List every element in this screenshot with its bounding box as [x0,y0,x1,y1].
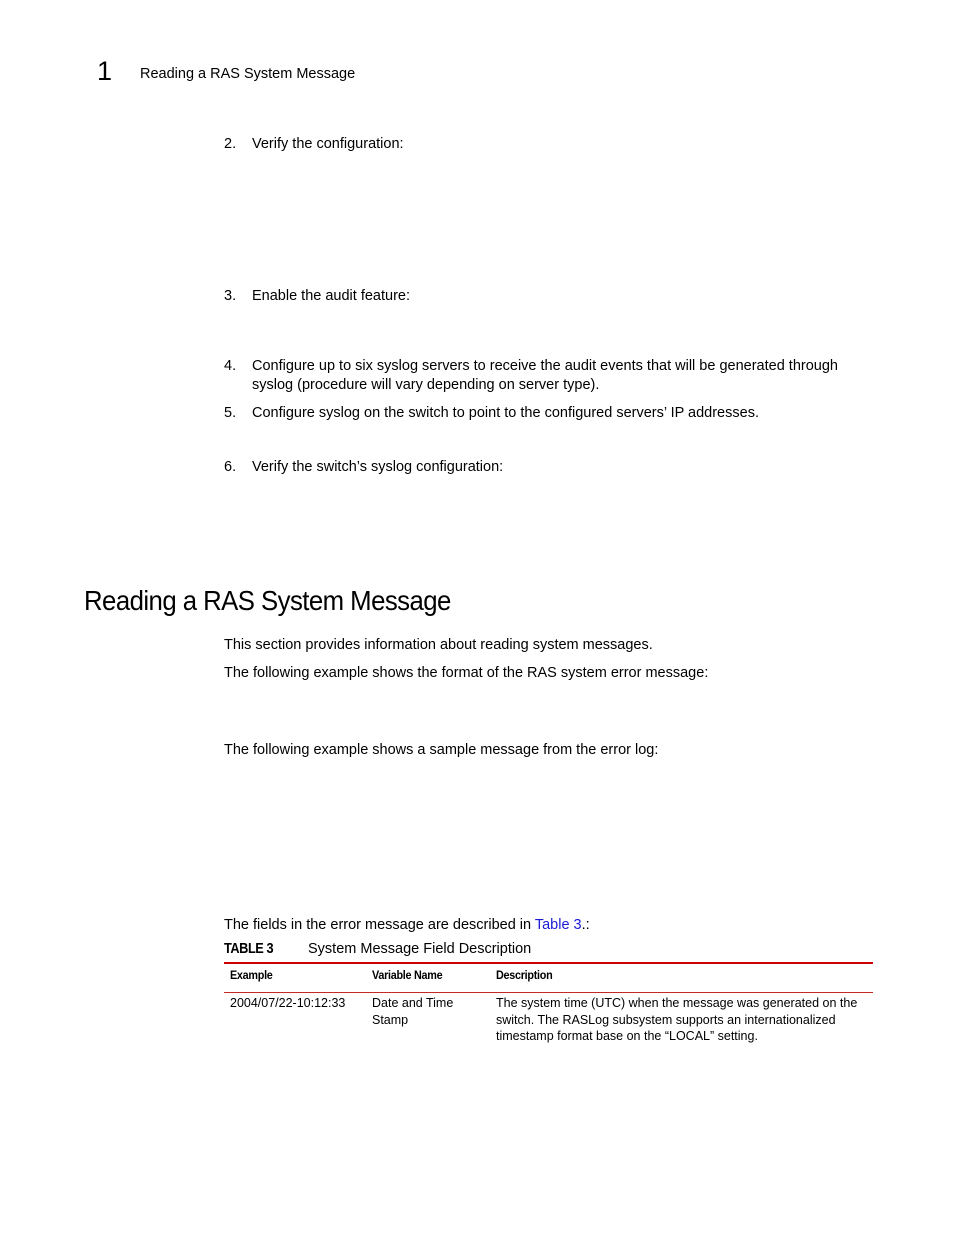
step-number: 3. [224,288,237,304]
cell-description: The system time (UTC) when the message was generated on the switch. The RASLog subsystem supports an internationalized timestamp format base on the “LOCAL” setting. [496,996,858,1043]
table-caption: System Message Field Description [308,941,532,957]
step-number: 5. [224,405,237,421]
fields-paragraph [224,916,590,935]
step-number: 6. [224,459,237,475]
table-3-link[interactable]: Table 3 [534,917,582,933]
table-label [224,940,532,959]
section-heading: Reading a RAS System Message [84,585,451,616]
intro-paragraph: This section provides information about reading system messages. [224,637,653,653]
step-6 [224,458,864,477]
step-text: Verify the switch’s syslog configuration: [252,459,504,475]
running-title: Reading a RAS System Message [140,66,356,82]
column-header-description: Description [496,968,553,982]
column-header-example: Example [230,968,273,982]
step-3 [224,287,864,306]
cell-variable: Date and Time Stamp [372,996,454,1027]
table-top-rule [224,962,873,964]
step-5 [224,404,864,423]
step-text: Configure syslog on the switch to point to the configured servers’ IP addresses. [252,405,759,421]
sample-paragraph: The following example shows a sample message from the error log: [224,742,659,758]
step-number: 2. [224,136,237,152]
column-header-variable: Variable Name [372,968,443,982]
step-2 [224,135,864,154]
fields-suffix: .: [581,917,590,933]
step-text: Enable the audit feature: [252,288,411,304]
table-number: TABLE 3 [224,941,274,957]
step-text: Verify the configuration: [252,136,404,152]
step-text: Configure up to six syslog servers to receive the audit events that will be generated through syslog (procedure will vary depending on server type). [252,358,838,393]
fields-prefix: The fields in the error message are described in [224,917,535,933]
format-paragraph: The following example shows the format of the RAS system error message: [224,665,709,681]
table-header-rule [224,992,873,993]
step-number: 4. [224,358,237,374]
cell-example: 2004/07/22-10:12:33 [230,996,346,1010]
step-4 [224,357,864,395]
chapter-number: 1 [97,56,113,86]
